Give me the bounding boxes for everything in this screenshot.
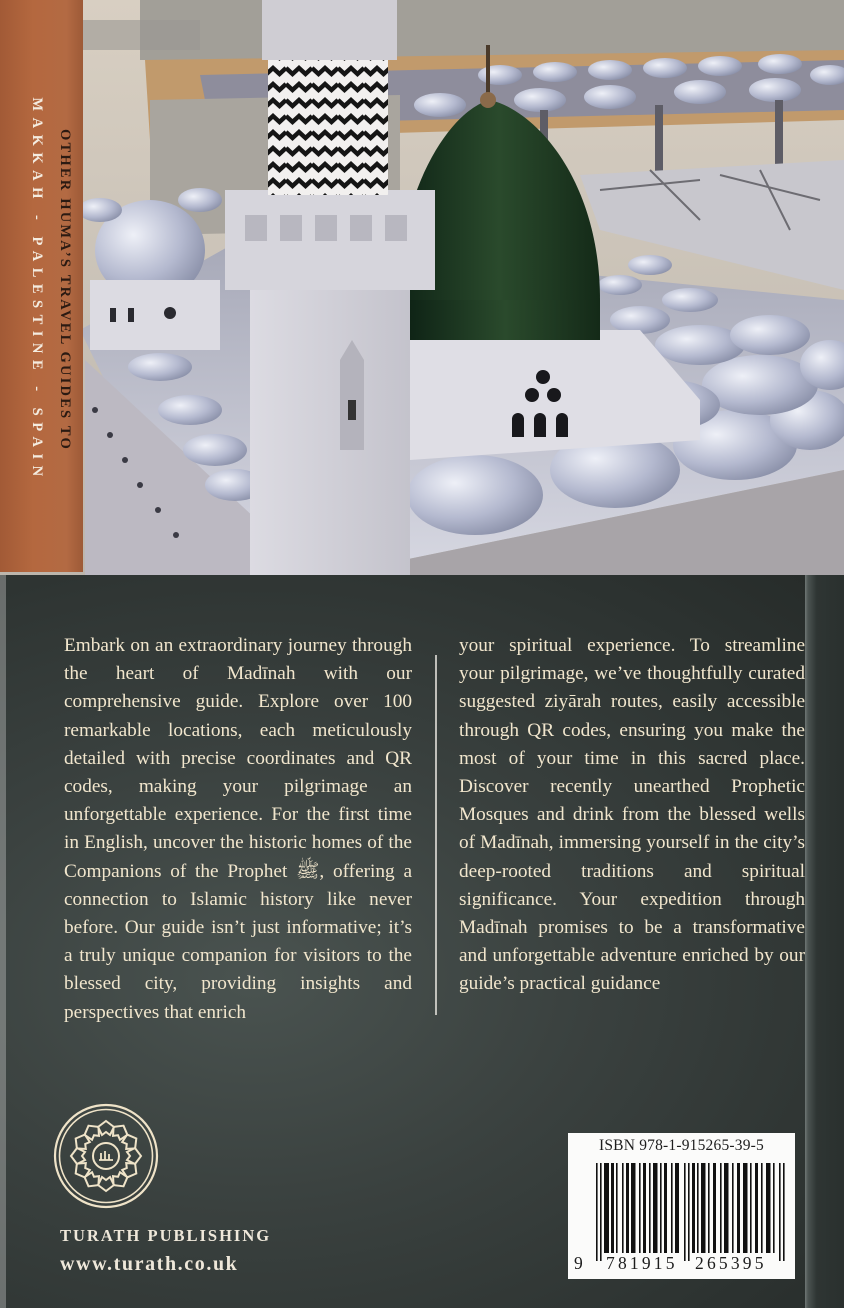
isbn-digit-first: 9 xyxy=(574,1253,583,1273)
isbn-label: ISBN 978-1-915265-39-5 xyxy=(599,1137,764,1154)
blurb-right-column xyxy=(459,632,805,999)
column-divider xyxy=(435,655,437,1015)
series-spine-band xyxy=(0,0,83,572)
blurb-text-left: Embark on an extraordinary journey through the heart of Madīnah with our comprehensive guide. Explore over 100 remarkable locations, each meticulously detailed with precise coordinates and QR codes, making your pilgrimage an unforgettable experience. For the first time in English, uncover the historic homes of the Companions of the Prophet ﷺ, offering a connection to Islamic history like never before. Our guide isn’t just informative; it’s a truly unique companion for visitors to the blessed city, providing insights and perspectives that enrich xyxy=(64,635,412,1023)
blurb-text-right: your spiritual experience. To streamline your pilgrimage, we’ve thoughtfully curated suggested ziyārah routes, easily accessible through QR codes, ensuring you make the most of your time in this sacred place. Discover recently unearthed Prophetic Mosques and drink from the blessed wells of Madīnah, immersing yourself in the city’s deep-rooted traditions and spiritual significance. Your expedition through Madīnah promises to be a transformative and unforgettable adventure enriched by our guide’s practical guidance xyxy=(459,635,805,995)
series-text xyxy=(6,10,76,570)
cover-edge xyxy=(0,575,6,1308)
cover-illustration xyxy=(0,0,844,575)
barcode-bars-icon xyxy=(596,1163,788,1261)
series-heading: OTHER HUMA’S TRAVEL GUIDES TO xyxy=(57,129,73,451)
publisher-name: TURATH PUBLISHING xyxy=(60,1226,272,1245)
isbn-barcode xyxy=(568,1133,795,1279)
isbn-digits-left: 781915 xyxy=(606,1253,678,1273)
cover-hinge-strip xyxy=(805,575,844,1308)
blurb-left-column xyxy=(64,632,412,1027)
series-destinations: MAKKAH - PALESTINE - SPAIN xyxy=(29,97,45,483)
mosque-illustration-icon xyxy=(0,0,844,575)
turath-logo-icon xyxy=(53,1103,159,1209)
publisher-url: www.turath.co.uk xyxy=(60,1253,239,1275)
isbn-digits-right: 265395 xyxy=(695,1253,767,1273)
